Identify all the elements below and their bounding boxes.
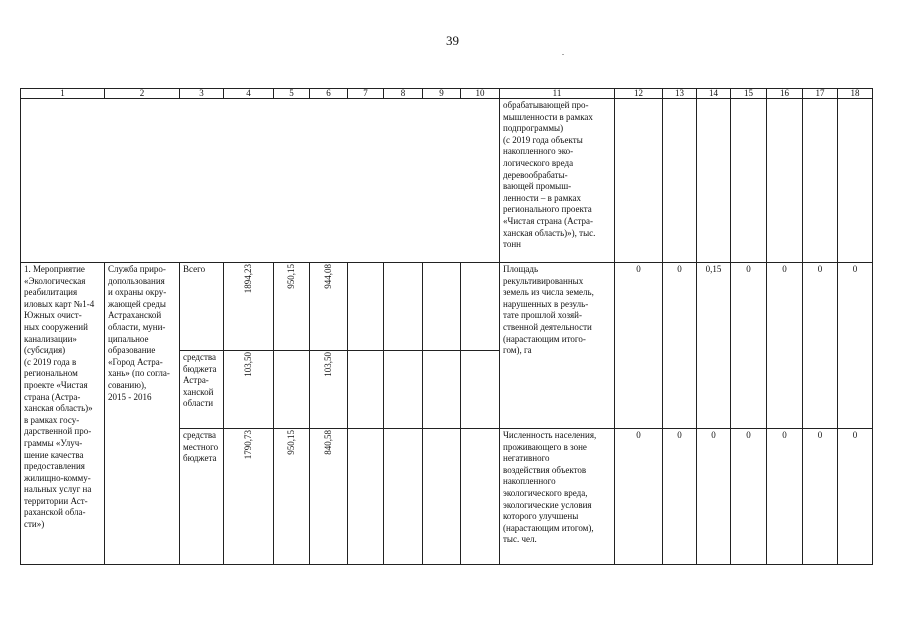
col-header-18: 18 [838,89,873,99]
continuation-blank [21,99,500,263]
target-value: 0 [615,263,663,429]
target-value: 0 [731,263,767,429]
col-header-15: 15 [731,89,767,99]
col-header-13: 13 [663,89,697,99]
col-header-16: 16 [767,89,803,99]
measure-executor-text: Служба приро- допользования и охраны окру- жающей среды Астраханской области, муни- ципальное образование «Город Астра- хань» (по согла- сованию), 2015 - 2016 [108,264,170,402]
indicator-population [500,429,615,565]
amount-cell [224,351,274,429]
continuation-indicator-text: обрабатывающей про- мышленности в рамках подпрограммы) (с 2019 года объекты накопленного эко- логического вреда деревообрабаты- вающей промыш- ленности – в рамках регионального проекта «Чистая страна (Астра- ханская область)»), тыс. тонн [503,100,596,250]
amount-value: 840,58 [322,430,333,455]
amount-value: 1790,73 [242,430,253,460]
measure-executor [105,263,180,565]
amount-cell [274,351,310,429]
cell-blank [384,263,423,351]
amount-value: 103,50 [322,352,333,377]
funding-source-regional [180,351,224,429]
cell-blank [461,263,500,351]
amount-cell [224,429,274,565]
program-table [20,88,873,565]
page-number: 39 [446,33,459,48]
measure-name-text: 1. Мероприятие «Экологическая реабилитация иловых карт №1-4 Южных очист- ных сооружений канализации» (субсидия) (с 2019 года в региональном проекте «Чистая страна (Астра- ханская область)» в рамках госу- дарственной про- граммы «Улуч- шение качества предоставления жилищно-комму- нальных услуг на территории Аст- раханской обла- сти») [24,264,95,530]
cell-blank [767,99,803,263]
cell-blank [423,263,461,351]
amount-value: 103,50 [242,352,253,377]
funding-source-total [180,263,224,351]
target-value: 0,15 [697,263,731,429]
amount-cell [310,429,348,565]
col-header-9: 9 [423,89,461,99]
target-value: 0 [663,263,697,429]
amount-value: 1894,23 [242,264,253,294]
amount-value: 944,08 [322,264,333,289]
measure-name [21,263,105,565]
target-value: 0 [615,429,663,565]
target-value: 0 [803,263,838,429]
col-header-4: 4 [224,89,274,99]
col-header-8: 8 [384,89,423,99]
target-value: 0 [663,429,697,565]
continuation-row [21,99,873,263]
col-header-10: 10 [461,89,500,99]
cell-blank [384,351,423,429]
continuation-indicator [500,99,615,263]
funding-source-label: средства бюджета Астра- ханской области [183,352,217,409]
indicator-population-text: Численность населения, проживающего в зоне негативного воздействия объектов накопленного экологического вреда, экологические условия которого улучшены (нарастающим итогом), тыс. чел. [503,430,597,545]
cell-blank [461,429,500,565]
col-header-17: 17 [803,89,838,99]
funding-source-local [180,429,224,565]
cell-blank [423,429,461,565]
col-header-12: 12 [615,89,663,99]
col-header-3: 3 [180,89,224,99]
cell-blank [348,429,384,565]
cell-blank [697,99,731,263]
target-value: 0 [767,263,803,429]
amount-cell [274,263,310,351]
cell-blank [348,351,384,429]
amount-cell [310,263,348,351]
amount-value: 950,15 [285,430,296,455]
target-value: 0 [697,429,731,565]
col-header-14: 14 [697,89,731,99]
cell-blank [423,351,461,429]
amount-value: 950,15 [285,264,296,289]
amount-cell [310,351,348,429]
measure-row-total [21,263,873,351]
col-header-7: 7 [348,89,384,99]
funding-source-label: Всего [183,264,206,274]
target-value: 0 [803,429,838,565]
cell-blank [348,263,384,351]
cell-blank [803,99,838,263]
indicator-area-text: Площадь рекультивированных земель из числа земель, нарушенных в резуль- тате прошлой хозяй- ственной деятельности (нарастающим итого- гом), га [503,264,594,356]
cell-blank [615,99,663,263]
target-value: 0 [838,429,873,565]
amount-cell [224,263,274,351]
column-number-row [21,89,873,99]
cell-blank [663,99,697,263]
cell-blank [838,99,873,263]
funding-source-label: средства местного бюджета [183,430,219,464]
col-header-6: 6 [310,89,348,99]
col-header-5: 5 [274,89,310,99]
cell-blank [731,99,767,263]
cell-blank [384,429,423,565]
col-header-1: 1 [21,89,105,99]
target-value: 0 [731,429,767,565]
amount-cell [274,429,310,565]
target-value: 0 [838,263,873,429]
col-header-2: 2 [105,89,180,99]
cell-blank [461,351,500,429]
target-value: 0 [767,429,803,565]
indicator-area [500,263,615,429]
stray-mark: . [562,48,564,57]
col-header-11: 11 [500,89,615,99]
